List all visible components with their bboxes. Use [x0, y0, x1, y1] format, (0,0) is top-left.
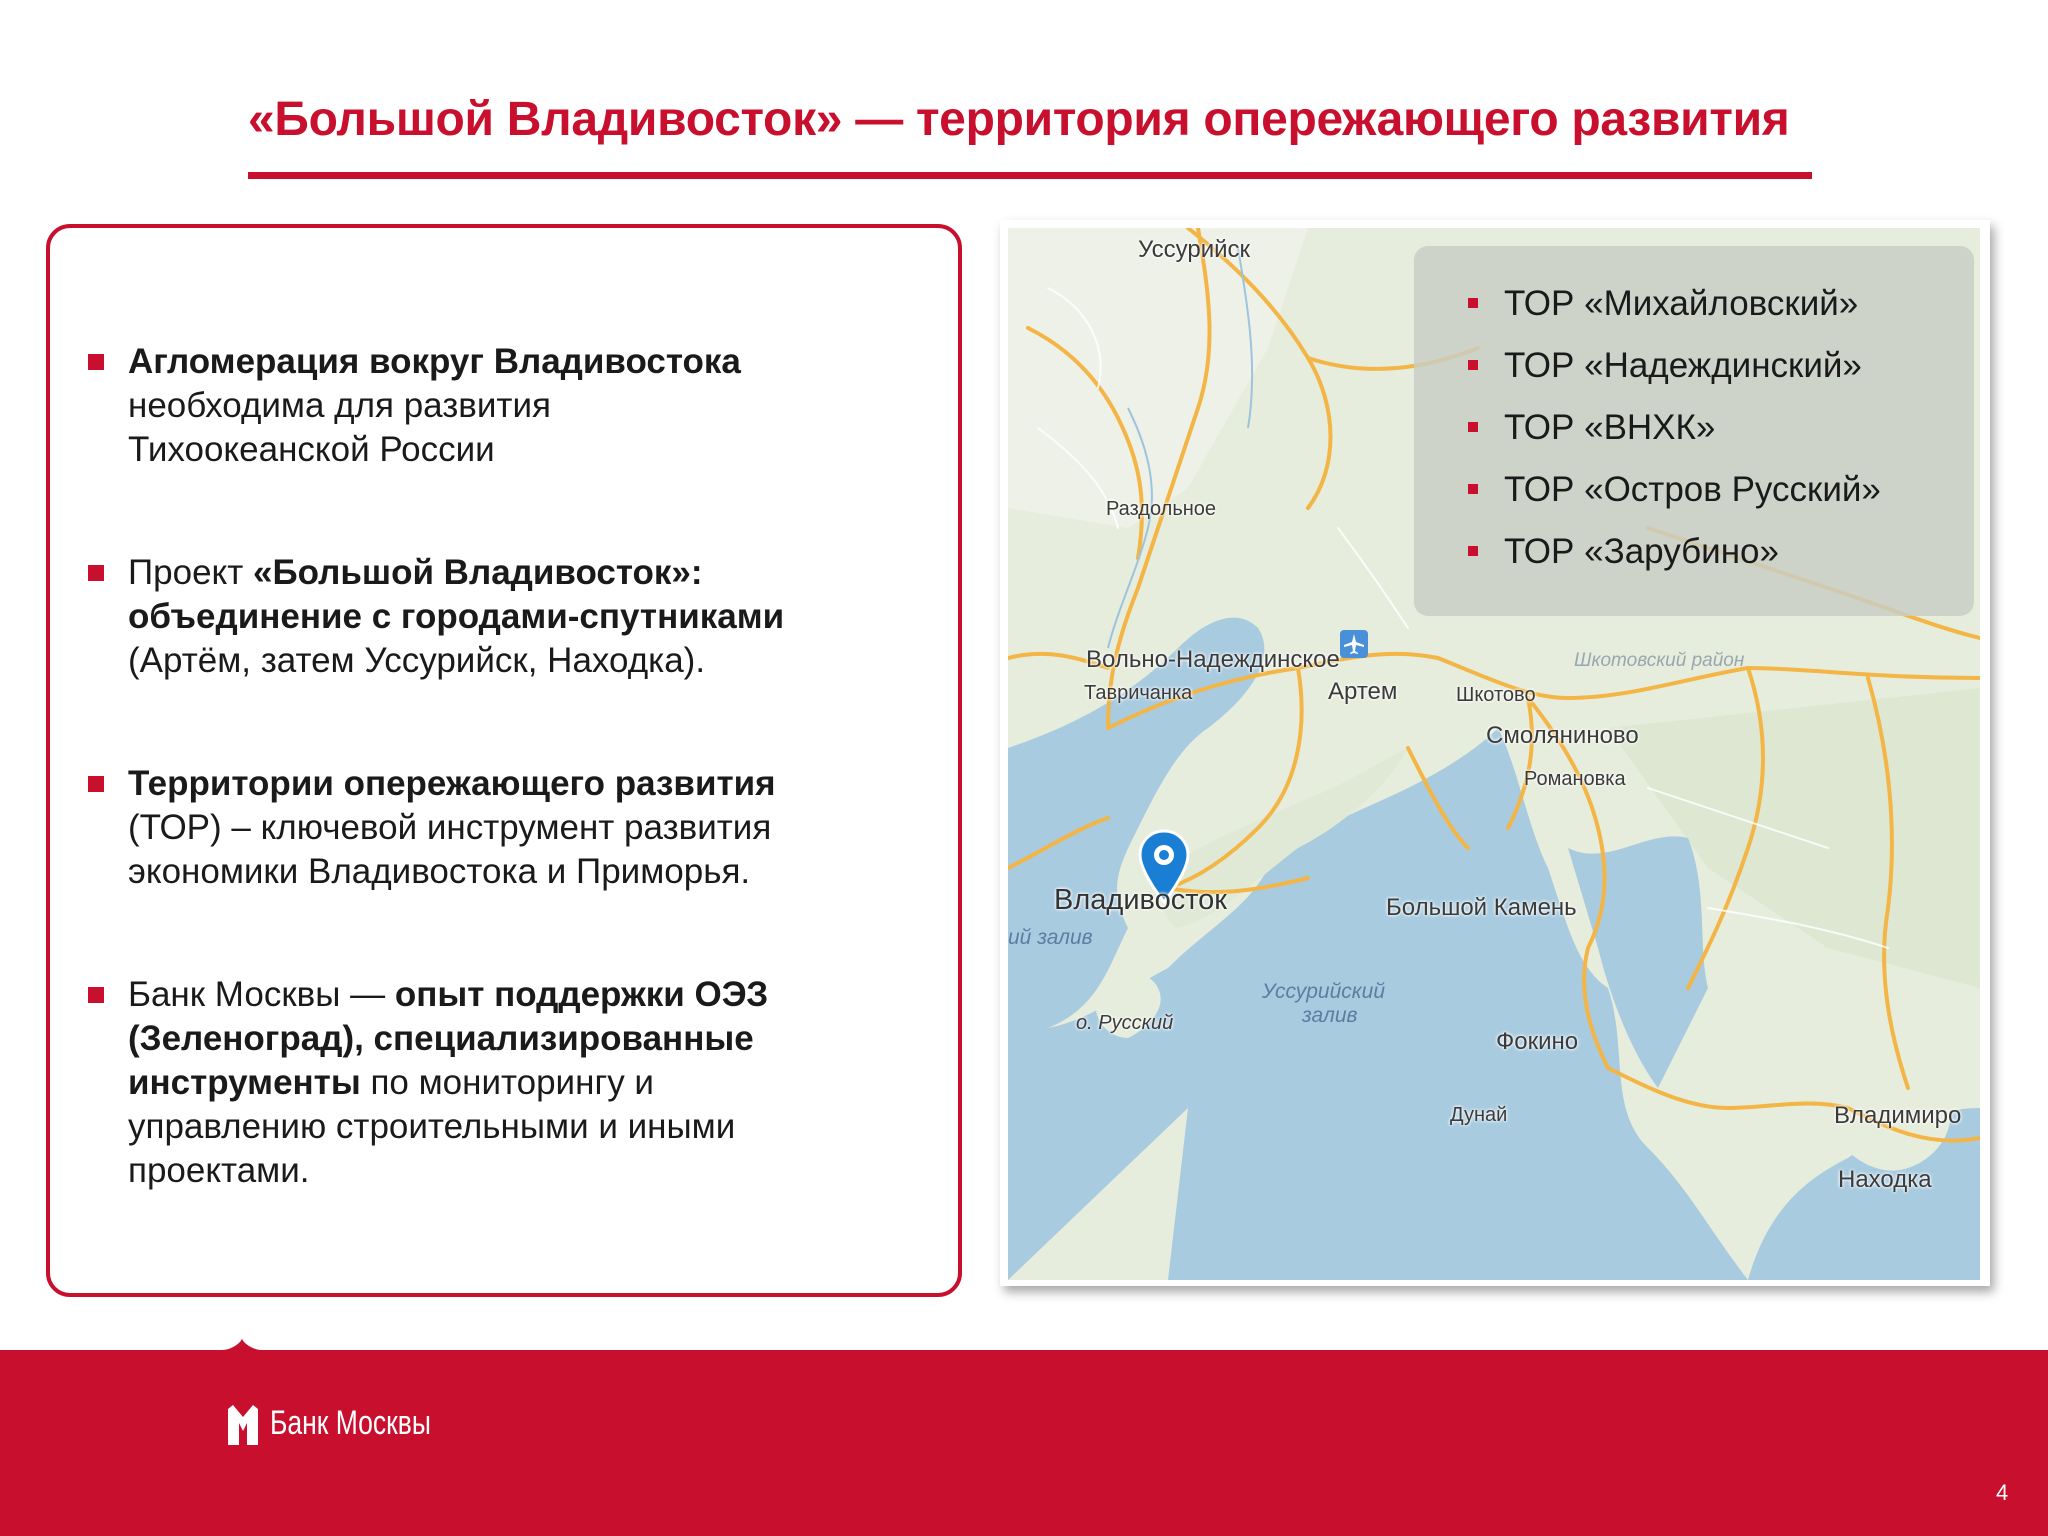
- bullet-bank-moscow: [108, 973, 928, 1193]
- bullet-agglomeration: [108, 340, 928, 472]
- legend-bullet-icon: [1468, 298, 1478, 308]
- legend-item-russky-island: [1504, 470, 1881, 510]
- slide-title: «Большой Владивосток» — территория опережающего развития: [248, 93, 1790, 146]
- legend-item-label: ТОР «Надеждинский»: [1504, 346, 1862, 385]
- bullet-text: управлению строительными и иными: [128, 1107, 736, 1146]
- bullet-square-icon: [88, 354, 104, 370]
- text-panel: [46, 224, 962, 1297]
- bullet-text-bold: Агломерация вокруг Владивостока: [128, 342, 741, 381]
- map-label-fokino: Фокино: [1496, 1028, 1579, 1055]
- legend-bullet-icon: [1468, 360, 1478, 370]
- page-number: 4: [1996, 1480, 2009, 1505]
- bullet-text: экономики Владивостока и Приморья.: [128, 852, 751, 891]
- map-label-amur-bay: ий залив: [1008, 926, 1093, 949]
- bullet-text: (ТОР) – ключевой инструмент развития: [128, 808, 772, 847]
- map-label-nakhodka: Находка: [1838, 1166, 1932, 1193]
- bullet-text: (Артём, затем Уссурийск, Находка).: [128, 641, 706, 680]
- footer-bar: [0, 1350, 2048, 1536]
- legend-item-nadezhdinsky: [1504, 346, 1862, 386]
- bullet-text: Тихоокеанской России: [128, 430, 495, 469]
- airplane-icon: [1340, 630, 1368, 658]
- legend-item-label: ТОР «Зарубино»: [1504, 532, 1779, 571]
- bank-logo-text: Банк Москвы: [270, 1404, 431, 1442]
- legend-bullet-icon: [1468, 422, 1478, 432]
- map-frame: [1000, 220, 1990, 1286]
- legend-bullet-icon: [1468, 546, 1478, 556]
- map-label-smolyaninovo: Смоляниново: [1486, 722, 1639, 749]
- footer-notch: [222, 1338, 262, 1378]
- tor-legend: [1414, 246, 1974, 616]
- title-underline: [248, 172, 1812, 179]
- map-label-dunay: Дунай: [1450, 1104, 1508, 1126]
- map-label-ussuri-bay-1: Уссурийский: [1262, 980, 1386, 1003]
- bullet-text: Проект: [128, 553, 254, 592]
- map-label-volno-nadezhdinskoe: Вольно-Надеждинское: [1086, 646, 1340, 673]
- bullet-text-bold: «Большой Владивосток»:: [253, 553, 703, 592]
- map-label-shkotovo: Шкотово: [1456, 684, 1536, 706]
- bullet-text: необходима для развития: [128, 386, 551, 425]
- map-label-bolshoy-kamen: Большой Камень: [1386, 894, 1577, 921]
- region-map: [1008, 228, 1980, 1280]
- map-label-romanovka: Романовка: [1524, 768, 1626, 790]
- map-label-russky-island: о. Русский: [1076, 1012, 1174, 1034]
- map-label-shkotovsky-district: Шкотовский район: [1574, 650, 1745, 671]
- bank-logo-icon: [228, 1403, 258, 1445]
- map-label-artem: Артем: [1328, 678, 1398, 705]
- bullet-square-icon: [88, 565, 104, 581]
- map-label-vladivostok: Владивосток: [1054, 884, 1227, 916]
- legend-item-mikhailovsky: [1504, 284, 1858, 324]
- legend-item-vnkhk: [1504, 408, 1715, 448]
- legend-item-label: ТОР «ВНХК»: [1504, 408, 1716, 447]
- legend-item-label: ТОР «Остров Русский»: [1504, 470, 1881, 509]
- map-label-vladimiro: Владимиро: [1834, 1102, 1962, 1129]
- bullet-text-bold: инструменты: [128, 1063, 361, 1102]
- legend-item-label: ТОР «Михайловский»: [1504, 284, 1859, 323]
- bullet-tor: [108, 762, 928, 894]
- bullet-text-bold: (Зеленоград), специализированные: [128, 1019, 754, 1058]
- bullet-text-bold: Территории опережающего развития: [128, 764, 776, 803]
- map-label-razdolnoe: Раздольное: [1106, 498, 1217, 520]
- bullet-text-bold: объединение с городами-спутниками: [128, 597, 785, 636]
- legend-bullet-icon: [1468, 484, 1478, 494]
- bullet-text-bold: опыт поддержки ОЭЗ: [394, 975, 769, 1014]
- map-label-ussuri-bay-2: залив: [1302, 1004, 1358, 1027]
- map-label-ussuriysk: Уссурийск: [1138, 236, 1251, 263]
- bullet-text: по мониторингу и: [360, 1063, 654, 1102]
- bullet-square-icon: [88, 987, 104, 1003]
- bullet-big-vladivostok: [108, 551, 928, 683]
- bullet-text: Банк Москвы —: [128, 975, 395, 1014]
- bullet-text: проектами.: [128, 1151, 310, 1190]
- map-label-tavrichanka: Тавричанка: [1084, 682, 1193, 704]
- bullet-square-icon: [88, 776, 104, 792]
- legend-item-zarubino: [1504, 532, 1779, 572]
